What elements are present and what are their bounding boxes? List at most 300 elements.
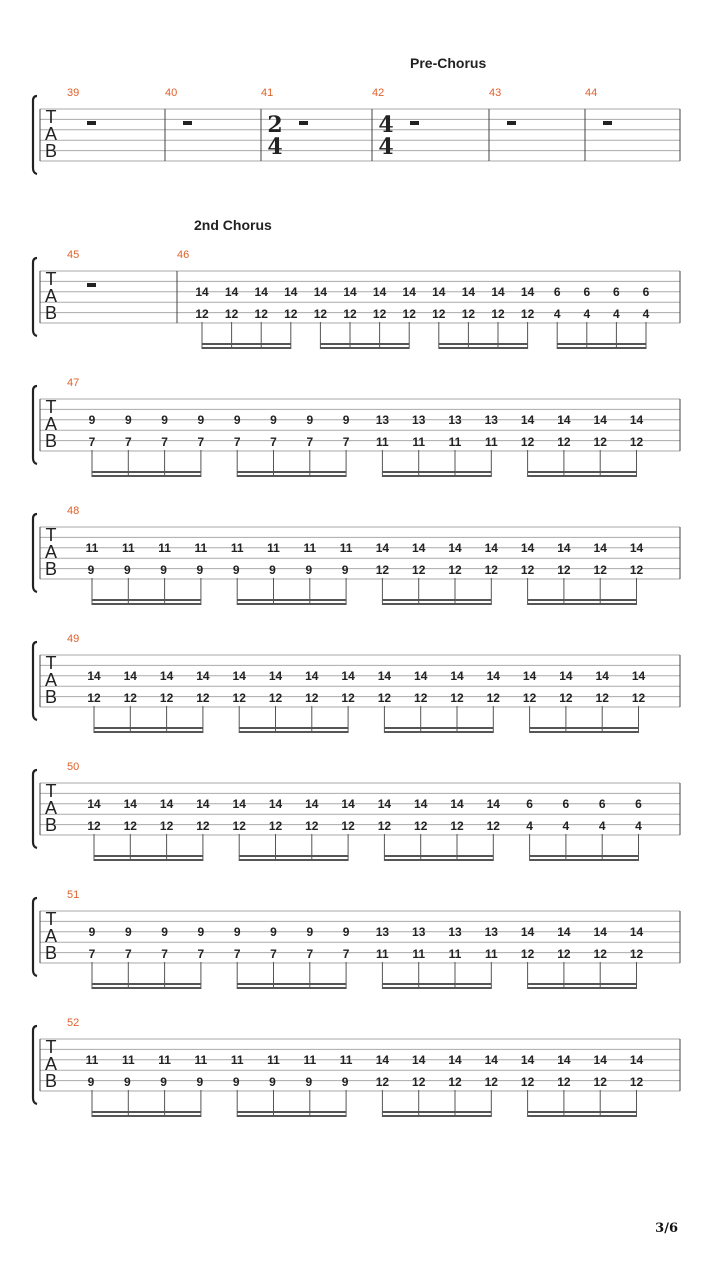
fret-number-low: 12 xyxy=(629,563,644,577)
tab-clef-letter: A xyxy=(44,798,58,818)
fret-number-high: 14 xyxy=(412,541,426,555)
fret-number-low: 12 xyxy=(557,435,571,449)
fret-number-high: 9 xyxy=(124,925,132,939)
fret-number-low: 4 xyxy=(562,819,570,833)
tab-clef-letter: B xyxy=(44,815,58,835)
fret-number-low: 7 xyxy=(124,947,132,961)
tab-clef-letter: A xyxy=(44,124,58,144)
fret-number-low: 12 xyxy=(486,691,500,705)
fret-number-high: 11 xyxy=(121,541,135,555)
fret-number-low: 12 xyxy=(522,691,537,705)
beam-sixteenth xyxy=(237,475,346,477)
fret-number-low: 4 xyxy=(635,819,642,833)
beam-sixteenth xyxy=(237,987,346,989)
fret-number-high: 14 xyxy=(629,413,644,427)
section-label: 2nd Chorus xyxy=(194,217,272,233)
fret-number-low: 12 xyxy=(402,307,416,321)
fret-number-low: 9 xyxy=(305,1075,313,1089)
fret-number-low: 12 xyxy=(412,1075,426,1089)
measure-number: 50 xyxy=(67,761,80,773)
fret-number-high: 9 xyxy=(197,413,205,427)
fret-number-high: 14 xyxy=(87,797,101,811)
tab-clef-letter: B xyxy=(44,431,58,451)
beam-eighth xyxy=(94,727,203,729)
beam-eighth xyxy=(384,727,493,729)
beam-sixteenth xyxy=(384,859,493,861)
fret-number-low: 9 xyxy=(341,563,349,577)
fret-number-high: 14 xyxy=(629,1053,644,1067)
tab-clef-letter: T xyxy=(45,653,57,673)
fret-number-low: 12 xyxy=(224,307,239,321)
fret-number-low: 11 xyxy=(484,947,498,961)
fret-number-high: 14 xyxy=(448,1053,462,1067)
fret-number-low: 9 xyxy=(123,1075,131,1089)
fret-number-high: 13 xyxy=(484,925,498,939)
fret-number-low: 12 xyxy=(593,1075,607,1089)
fret-number-high: 11 xyxy=(303,1053,317,1067)
fret-number-low: 9 xyxy=(232,1075,240,1089)
fret-number-high: 14 xyxy=(557,541,571,555)
fret-number-high: 14 xyxy=(557,1053,571,1067)
fret-number-high: 9 xyxy=(233,925,241,939)
fret-number-high: 14 xyxy=(377,797,392,811)
fret-number-low: 7 xyxy=(88,435,96,449)
beam-sixteenth xyxy=(382,987,491,989)
beam-sixteenth xyxy=(439,347,528,349)
whole-rest xyxy=(87,121,96,125)
system-bracket xyxy=(33,514,37,592)
fret-number-low: 4 xyxy=(583,307,591,321)
page-number: 3/6 xyxy=(655,1221,678,1236)
fret-number-low: 12 xyxy=(313,307,328,321)
fret-number-high: 14 xyxy=(629,541,644,555)
fret-number-low: 12 xyxy=(629,1075,644,1089)
tab-clef-letter: T xyxy=(45,107,57,127)
tab-clef-letter: A xyxy=(44,926,58,946)
fret-number-high: 14 xyxy=(284,285,298,299)
beam-sixteenth xyxy=(382,475,491,477)
fret-number-high: 11 xyxy=(158,1053,171,1067)
fret-number-high: 6 xyxy=(583,285,591,299)
fret-number-high: 14 xyxy=(486,797,500,811)
fret-number-low: 12 xyxy=(593,947,607,961)
beam-sixteenth xyxy=(92,603,201,605)
tab-clef-letter: T xyxy=(45,525,57,545)
fret-number-high: 9 xyxy=(197,925,205,939)
fret-number-low: 12 xyxy=(341,819,355,833)
fret-number-low: 7 xyxy=(306,435,314,449)
fret-number-low: 12 xyxy=(377,691,392,705)
system-bracket xyxy=(33,770,37,848)
fret-number-low: 7 xyxy=(342,947,350,961)
fret-number-low: 12 xyxy=(268,819,283,833)
fret-number-low: 12 xyxy=(372,307,387,321)
tab-clef-letter: A xyxy=(44,414,58,434)
fret-number-low: 12 xyxy=(484,1075,498,1089)
fret-number-low: 12 xyxy=(631,691,646,705)
beam-eighth xyxy=(439,343,528,345)
fret-number-low: 12 xyxy=(593,435,607,449)
fret-number-low: 12 xyxy=(629,435,644,449)
measure-number: 51 xyxy=(67,889,80,901)
beam-eighth xyxy=(237,983,346,985)
fret-number-low: 12 xyxy=(520,435,535,449)
fret-number-high: 14 xyxy=(159,669,174,683)
fret-number-high: 14 xyxy=(593,925,607,939)
fret-number-low: 7 xyxy=(233,947,241,961)
fret-number-low: 9 xyxy=(269,1075,276,1089)
beam-sixteenth xyxy=(92,987,201,989)
fret-number-low: 12 xyxy=(123,819,137,833)
tab-clef-letter: B xyxy=(44,1071,58,1091)
tab-clef-letter: T xyxy=(45,1037,57,1057)
beam-sixteenth xyxy=(92,1115,201,1117)
fret-number-low: 12 xyxy=(450,819,464,833)
fret-number-low: 12 xyxy=(520,947,535,961)
beam-eighth xyxy=(92,1111,201,1113)
fret-number-high: 14 xyxy=(450,669,464,683)
beam-sixteenth xyxy=(237,1115,346,1117)
time-signature-top: 2 xyxy=(267,112,283,138)
fret-number-high: 14 xyxy=(313,285,328,299)
fret-number-low: 9 xyxy=(269,563,276,577)
fret-number-low: 11 xyxy=(376,435,389,449)
fret-number-high: 11 xyxy=(85,541,99,555)
fret-number-low: 12 xyxy=(448,1075,462,1089)
fret-number-high: 6 xyxy=(635,797,642,811)
fret-number-high: 11 xyxy=(267,1053,280,1067)
measure-number: 42 xyxy=(372,87,385,99)
beam-sixteenth xyxy=(530,731,639,733)
tab-clef-letter: T xyxy=(45,269,57,289)
fret-number-high: 14 xyxy=(412,1053,426,1067)
fret-number-high: 14 xyxy=(450,797,464,811)
tab-clef-letter: A xyxy=(44,542,58,562)
fret-number-low: 11 xyxy=(448,947,462,961)
tab-system xyxy=(33,55,680,174)
fret-number-high: 14 xyxy=(375,1053,390,1067)
beam-sixteenth xyxy=(528,1115,637,1117)
system-bracket xyxy=(33,642,37,720)
measure-number: 45 xyxy=(67,249,80,261)
tab-clef-letter: A xyxy=(44,670,58,690)
fret-number-high: 11 xyxy=(85,1053,99,1067)
beam-sixteenth xyxy=(382,603,491,605)
fret-number-low: 9 xyxy=(87,563,95,577)
fret-number-high: 14 xyxy=(123,797,137,811)
fret-number-high: 13 xyxy=(412,413,426,427)
beam-eighth xyxy=(382,471,491,473)
whole-rest xyxy=(410,121,419,125)
beam-eighth xyxy=(382,1111,491,1113)
fret-number-low: 12 xyxy=(254,307,268,321)
fret-number-high: 14 xyxy=(520,925,535,939)
measure-number: 41 xyxy=(261,87,274,99)
fret-number-high: 11 xyxy=(158,541,171,555)
fret-number-high: 14 xyxy=(254,285,268,299)
fret-number-high: 13 xyxy=(375,413,390,427)
tab-clef-letter: B xyxy=(44,687,58,707)
fret-number-high: 9 xyxy=(342,413,350,427)
beam-eighth xyxy=(237,1111,346,1113)
fret-number-low: 7 xyxy=(306,947,314,961)
fret-number-low: 9 xyxy=(123,563,131,577)
fret-number-low: 12 xyxy=(232,819,246,833)
fret-number-low: 12 xyxy=(461,307,476,321)
fret-number-high: 14 xyxy=(629,925,644,939)
section-label: Pre-Chorus xyxy=(410,55,487,71)
fret-number-high: 6 xyxy=(526,797,533,811)
beam-eighth xyxy=(382,599,491,601)
fret-number-low: 12 xyxy=(87,819,101,833)
beam-eighth xyxy=(528,599,637,601)
measure-number: 48 xyxy=(67,505,80,517)
beam-eighth xyxy=(557,343,646,345)
fret-number-high: 14 xyxy=(461,285,476,299)
fret-number-high: 14 xyxy=(484,1053,498,1067)
fret-number-high: 14 xyxy=(159,797,174,811)
fret-number-high: 9 xyxy=(88,925,96,939)
fret-number-high: 14 xyxy=(520,541,535,555)
fret-number-high: 9 xyxy=(270,413,277,427)
time-signature-bottom: 4 xyxy=(378,134,394,160)
tab-clef-letter: T xyxy=(45,781,57,801)
fret-number-low: 12 xyxy=(196,819,210,833)
fret-number-low: 12 xyxy=(520,1075,535,1089)
fret-number-high: 14 xyxy=(377,669,392,683)
fret-number-low: 12 xyxy=(557,947,571,961)
fret-number-high: 14 xyxy=(224,285,239,299)
fret-number-high: 13 xyxy=(375,925,390,939)
fret-number-low: 12 xyxy=(559,691,573,705)
time-signature-top: 4 xyxy=(378,112,394,138)
fret-number-low: 12 xyxy=(484,563,498,577)
whole-rest xyxy=(183,121,192,125)
tab-system xyxy=(33,217,680,349)
fret-number-low: 12 xyxy=(305,691,319,705)
fret-number-high: 9 xyxy=(233,413,241,427)
beam-sixteenth xyxy=(384,731,493,733)
fret-number-high: 9 xyxy=(161,413,168,427)
fret-number-low: 12 xyxy=(593,563,607,577)
tab-system xyxy=(33,889,680,989)
system-bracket xyxy=(33,96,37,174)
beam-sixteenth xyxy=(528,475,637,477)
fret-number-low: 12 xyxy=(557,563,571,577)
fret-number-low: 12 xyxy=(87,691,101,705)
fret-number-high: 14 xyxy=(520,1053,535,1067)
fret-number-low: 12 xyxy=(377,819,392,833)
fret-number-low: 7 xyxy=(161,435,168,449)
beam-sixteenth xyxy=(92,475,201,477)
fret-number-high: 14 xyxy=(402,285,416,299)
fret-number-high: 14 xyxy=(414,669,428,683)
fret-number-high: 14 xyxy=(486,669,500,683)
fret-number-low: 12 xyxy=(450,691,464,705)
fret-number-low: 7 xyxy=(161,947,168,961)
beam-sixteenth xyxy=(239,859,348,861)
beam-eighth xyxy=(237,599,346,601)
fret-number-low: 12 xyxy=(195,307,209,321)
fret-number-high: 14 xyxy=(559,669,573,683)
fret-number-high: 14 xyxy=(520,285,535,299)
beam-eighth xyxy=(202,343,291,345)
fret-number-high: 9 xyxy=(161,925,168,939)
tab-clef-letter: T xyxy=(45,909,57,929)
fret-number-high: 9 xyxy=(306,413,314,427)
beam-sixteenth xyxy=(237,603,346,605)
fret-number-low: 12 xyxy=(123,691,137,705)
measure-number: 39 xyxy=(67,87,80,99)
fret-number-low: 11 xyxy=(412,435,426,449)
tab-clef-letter: B xyxy=(44,559,58,579)
fret-number-high: 6 xyxy=(642,285,650,299)
beam-eighth xyxy=(320,343,409,345)
fret-number-low: 7 xyxy=(197,947,205,961)
whole-rest xyxy=(87,283,96,287)
fret-number-high: 11 xyxy=(339,1053,353,1067)
fret-number-low: 12 xyxy=(629,947,644,961)
fret-number-low: 9 xyxy=(160,1075,167,1089)
beam-sixteenth xyxy=(528,603,637,605)
fret-number-low: 9 xyxy=(196,1075,204,1089)
beam-sixteenth xyxy=(320,347,409,349)
beam-eighth xyxy=(384,855,493,857)
beam-eighth xyxy=(528,471,637,473)
beam-eighth xyxy=(92,471,201,473)
fret-number-low: 9 xyxy=(196,563,204,577)
beam-eighth xyxy=(237,471,346,473)
fret-number-high: 14 xyxy=(484,541,498,555)
beam-eighth xyxy=(528,983,637,985)
fret-number-low: 12 xyxy=(159,819,174,833)
fret-number-low: 11 xyxy=(412,947,426,961)
beam-sixteenth xyxy=(530,859,639,861)
fret-number-low: 12 xyxy=(486,819,500,833)
beam-eighth xyxy=(94,855,203,857)
system-bracket xyxy=(33,386,37,464)
tab-clef-letter: B xyxy=(44,303,58,323)
fret-number-low: 12 xyxy=(595,691,609,705)
fret-number-high: 9 xyxy=(270,925,277,939)
tab-system xyxy=(33,377,680,477)
measure-number: 40 xyxy=(165,87,178,99)
fret-number-high: 14 xyxy=(631,669,646,683)
beam-sixteenth xyxy=(202,347,291,349)
fret-number-low: 12 xyxy=(305,819,319,833)
fret-number-low: 7 xyxy=(270,435,277,449)
fret-number-high: 13 xyxy=(448,925,462,939)
fret-number-low: 9 xyxy=(341,1075,349,1089)
fret-number-high: 14 xyxy=(268,669,283,683)
fret-number-high: 11 xyxy=(194,1053,208,1067)
fret-number-high: 11 xyxy=(303,541,317,555)
fret-number-low: 12 xyxy=(343,307,357,321)
tab-clef-letter: T xyxy=(45,397,57,417)
fret-number-high: 14 xyxy=(448,541,462,555)
fret-number-low: 12 xyxy=(412,563,426,577)
fret-number-low: 9 xyxy=(305,563,313,577)
fret-number-low: 7 xyxy=(342,435,350,449)
fret-number-high: 14 xyxy=(414,797,428,811)
tab-system xyxy=(33,1017,680,1117)
fret-number-high: 14 xyxy=(375,541,390,555)
fret-number-high: 6 xyxy=(553,285,561,299)
beam-sixteenth xyxy=(557,347,646,349)
beam-eighth xyxy=(92,599,201,601)
fret-number-high: 6 xyxy=(613,285,620,299)
fret-number-high: 14 xyxy=(268,797,283,811)
beam-eighth xyxy=(530,855,639,857)
beam-eighth xyxy=(239,727,348,729)
fret-number-low: 9 xyxy=(160,563,167,577)
measure-number: 46 xyxy=(177,249,190,261)
beam-sixteenth xyxy=(528,987,637,989)
fret-number-high: 14 xyxy=(491,285,505,299)
system-bracket xyxy=(33,898,37,976)
fret-number-high: 9 xyxy=(342,925,350,939)
fret-number-low: 12 xyxy=(159,691,174,705)
fret-number-low: 12 xyxy=(341,691,355,705)
fret-number-high: 11 xyxy=(267,541,280,555)
fret-number-low: 7 xyxy=(233,435,241,449)
tab-clef-letter: A xyxy=(44,286,58,306)
fret-number-low: 9 xyxy=(87,1075,95,1089)
beam-sixteenth xyxy=(94,859,203,861)
fret-number-low: 12 xyxy=(520,563,535,577)
fret-number-low: 7 xyxy=(270,947,277,961)
fret-number-high: 14 xyxy=(196,669,210,683)
fret-number-high: 14 xyxy=(195,285,209,299)
fret-number-high: 11 xyxy=(230,541,244,555)
fret-number-low: 12 xyxy=(375,563,390,577)
fret-number-high: 14 xyxy=(341,669,355,683)
beam-eighth xyxy=(239,855,348,857)
fret-number-low: 12 xyxy=(284,307,298,321)
tab-system xyxy=(33,505,680,605)
fret-number-low: 12 xyxy=(491,307,505,321)
measure-number: 47 xyxy=(67,377,80,389)
system-bracket xyxy=(33,258,37,336)
fret-number-high: 6 xyxy=(562,797,570,811)
time-signature-bottom: 4 xyxy=(267,134,283,160)
measure-number: 52 xyxy=(67,1017,80,1029)
fret-number-high: 13 xyxy=(448,413,462,427)
measure-number: 49 xyxy=(67,633,80,645)
fret-number-high: 14 xyxy=(557,925,571,939)
fret-number-high: 11 xyxy=(194,541,208,555)
beam-sixteenth xyxy=(239,731,348,733)
fret-number-low: 9 xyxy=(232,563,240,577)
fret-number-low: 12 xyxy=(414,819,428,833)
fret-number-high: 14 xyxy=(305,797,319,811)
fret-number-high: 14 xyxy=(343,285,357,299)
fret-number-high: 14 xyxy=(341,797,355,811)
fret-number-high: 14 xyxy=(232,797,246,811)
fret-number-low: 7 xyxy=(88,947,96,961)
beam-sixteenth xyxy=(94,731,203,733)
fret-number-high: 9 xyxy=(124,413,132,427)
fret-number-low: 7 xyxy=(197,435,205,449)
fret-number-low: 4 xyxy=(613,307,620,321)
fret-number-low: 12 xyxy=(196,691,210,705)
measure-number: 44 xyxy=(585,87,598,99)
beam-eighth xyxy=(92,983,201,985)
tab-system xyxy=(33,633,680,733)
fret-number-high: 11 xyxy=(339,541,353,555)
fret-number-low: 12 xyxy=(414,691,428,705)
fret-number-low: 11 xyxy=(448,435,462,449)
